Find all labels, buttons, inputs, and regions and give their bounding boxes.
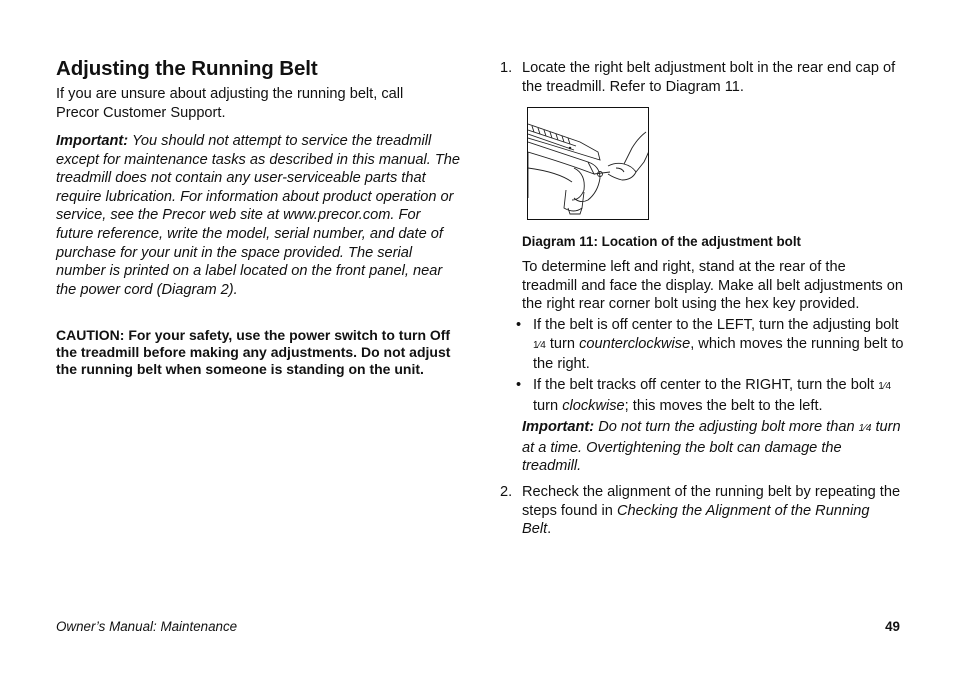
important-label: Important:	[56, 133, 129, 149]
bullet-marker: •	[516, 317, 522, 333]
bullet-text	[533, 316, 904, 374]
step-text-part: Recheck the alignment of the running belt by repeating the steps found in	[522, 484, 901, 519]
emphasis: clockwise	[562, 397, 625, 414]
diagram-11-illustration	[527, 107, 649, 220]
important-text-part: Do not turn the adjusting bolt more than	[598, 419, 859, 435]
emphasis: Checking the Alignment of the Running Belt	[522, 502, 870, 538]
bullet-text-part: turn	[533, 397, 563, 414]
step-text	[522, 483, 902, 539]
step-text: Locate the right belt adjustment bolt in the rear end cap of the treadmill. Refer to Diagram 11.	[522, 60, 896, 95]
step-text-part: .	[547, 521, 552, 538]
emphasis: counterclockwise	[579, 335, 691, 352]
bullet-text-part: turn	[545, 335, 580, 352]
important-adjust-note	[522, 418, 904, 476]
bullet-text-part: If the belt tracks off center to the RIGHT, turn the bolt	[533, 377, 879, 393]
step-number: 1.	[500, 60, 513, 76]
bullet-text-part: , which moves the running belt to the right.	[533, 335, 904, 373]
caution-note: CAUTION: For your safety, use the power switch to turn Off the treadmill before making any adjustments. Do not adjust the running belt when someone is standing on the unit.	[56, 327, 451, 377]
step-number: 2.	[500, 484, 513, 500]
bullet-text	[533, 376, 904, 415]
important-text-part: turn at a time. Overtightening the bolt can damage the treadmill.	[522, 419, 901, 475]
intro-paragraph: If you are unsure about adjusting the running belt, call Precor Customer Support.	[56, 86, 404, 121]
important-label: Important:	[522, 419, 595, 435]
bullet-text-part: ; this moves the belt to the left.	[624, 397, 823, 414]
fraction: 1⁄4	[878, 381, 892, 392]
important-text: You should not attempt to service the treadmill except for maintenance tasks as described in this manual. The treadmill does not contain any user-serviceable parts that require lubrication. For information about product operation or service, see the Precor web site at www.precor.com. For future reference, write the model, serial number, and date of purchase for your unit in the space provided. The serial number is printed on a label located on the front panel, near the power cord (Diagram 2).	[56, 133, 460, 298]
diagram-caption: Diagram 11: Location of the adjustment bolt	[522, 234, 801, 249]
important-note	[56, 132, 461, 299]
page-number: 49	[885, 619, 900, 634]
footer-title: Owner’s Manual: Maintenance	[56, 619, 238, 634]
fraction: 1⁄4	[533, 339, 546, 351]
fraction: 1⁄4	[858, 423, 872, 434]
section-heading: Adjusting the Running Belt	[56, 57, 318, 80]
bullet-marker: •	[516, 377, 522, 393]
treadmill-rear-illustration	[528, 108, 649, 220]
bullet-text-part: If the belt is off center to the LEFT, turn the adjusting bolt	[533, 317, 899, 333]
direction-paragraph: To determine left and right, stand at the rear of the treadmill and face the display. Make all belt adjustments on the right rear corner bolt using the hex key provided.	[522, 259, 903, 313]
